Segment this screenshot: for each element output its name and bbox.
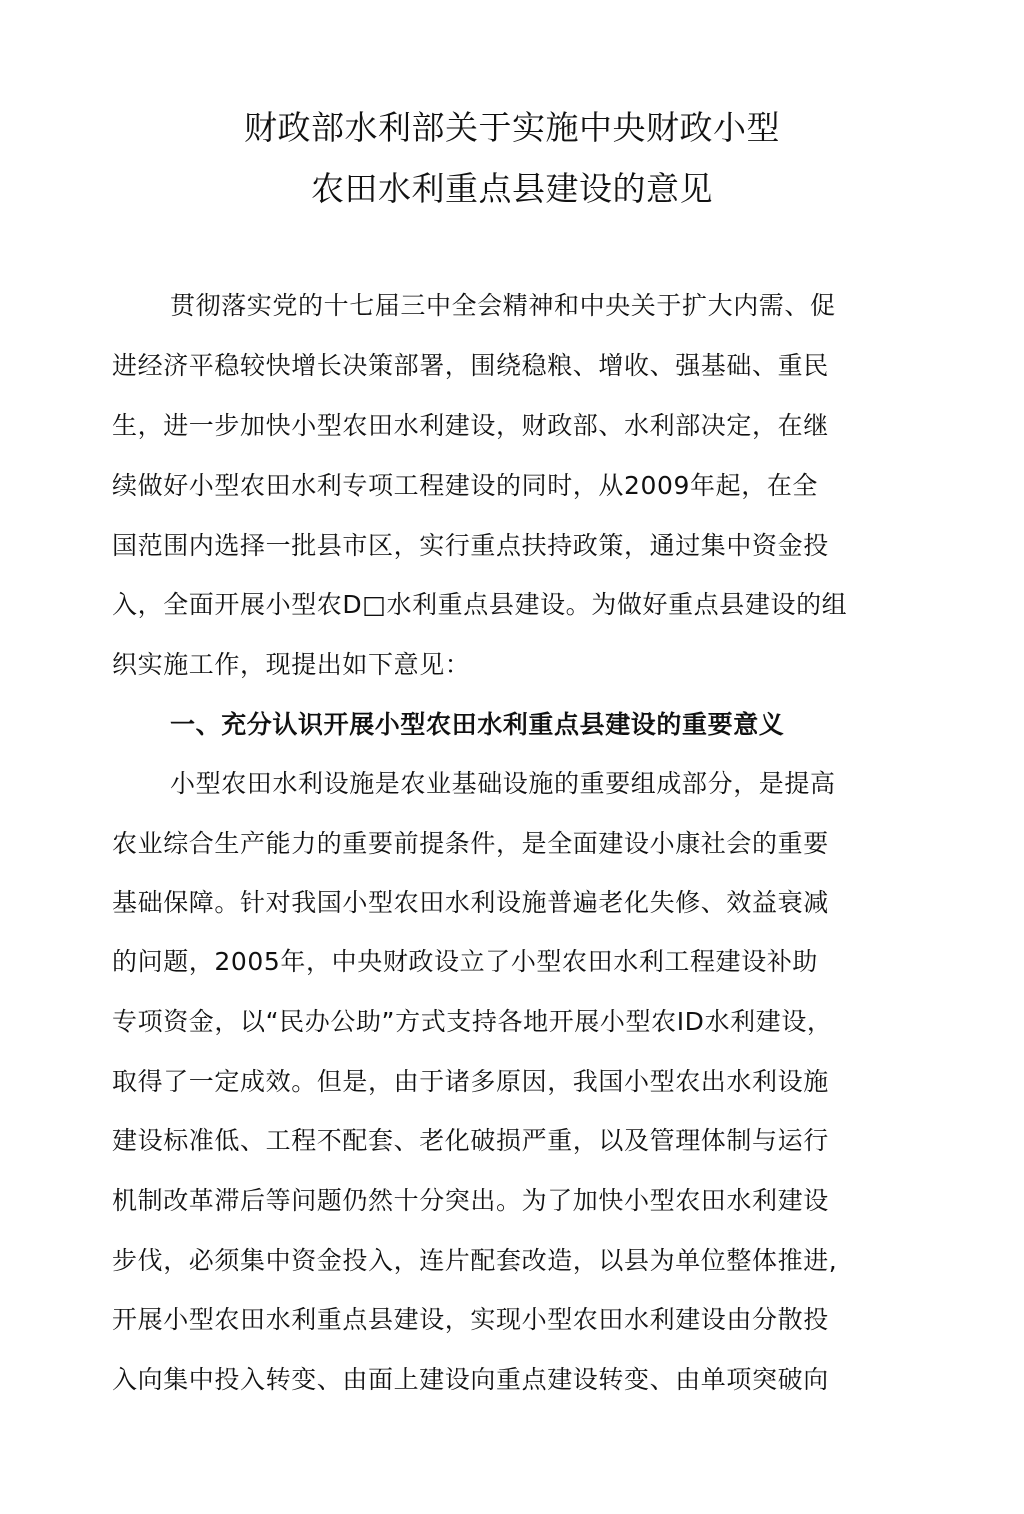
paragraph-line: 的问题，2005年，中央财政设立了小型农田水利工程建设补助 — [112, 947, 819, 976]
paragraph-line: 进经济平稳较快增长决策部署，围绕稳粮、增收、强基础、重民 — [112, 351, 829, 380]
paragraph-line: 生，进一步加快小型农田水利建设，财政部、水利部决定，在继 — [112, 411, 829, 440]
paragraph-line: 小型农田水利设施是农业基础设施的重要组成部分，是提高 — [170, 769, 836, 798]
paragraph-line: 开展小型农田水利重点县建设，实现小型农田水利建设由分散投 — [112, 1305, 829, 1334]
section-heading: 一、充分认识开展小型农田水利重点县建设的重要意义 — [170, 710, 785, 739]
paragraph-line: 建设标准低、工程不配套、老化破损严重，以及管理体制与运行 — [112, 1126, 829, 1155]
paragraph-line: 农业综合生产能力的重要前提条件，是全面建设小康社会的重要 — [112, 829, 829, 858]
paragraph-line: 入，全面开展小型农D□水利重点县建设。为做好重点县建设的组 — [112, 590, 848, 619]
paragraph-line: 机制改革滞后等问题仍然十分突出。为了加快小型农田水利建设 — [112, 1186, 829, 1215]
paragraph-line: 专项资金，以“民办公助”方式支持各地开展小型农ID水利建设， — [112, 1007, 833, 1036]
document-title-line-2: 农田水利重点县建设的意见 — [311, 169, 713, 208]
paragraph-line: 织实施工作，现提出如下意见： — [112, 650, 471, 679]
paragraph-line: 入向集中投入转变、由面上建设向重点建设转变、由单项突破向 — [112, 1365, 829, 1394]
paragraph-line: 取得了一定成效。但是，由于诸多原因，我国小型农出水利设施 — [112, 1067, 829, 1096]
paragraph-line: 贯彻落实党的十七届三中全会精神和中央关于扩大内需、促 — [170, 291, 836, 320]
paragraph-line: 国范围内选择一批县市区，实行重点扶持政策，通过集中资金投 — [112, 531, 829, 560]
paragraph-line: 基础保障。针对我国小型农田水利设施普遍老化失修、效益衰减 — [112, 888, 829, 917]
paragraph-line: 续做好小型农田水利专项工程建设的同时，从2009年起，在全 — [112, 471, 819, 500]
document-title-line-1: 财政部水利部关于实施中央财政小型 — [244, 108, 780, 147]
paragraph-line: 步伐，必须集中资金投入，连片配套改造，以县为单位整体推进, — [112, 1246, 838, 1275]
